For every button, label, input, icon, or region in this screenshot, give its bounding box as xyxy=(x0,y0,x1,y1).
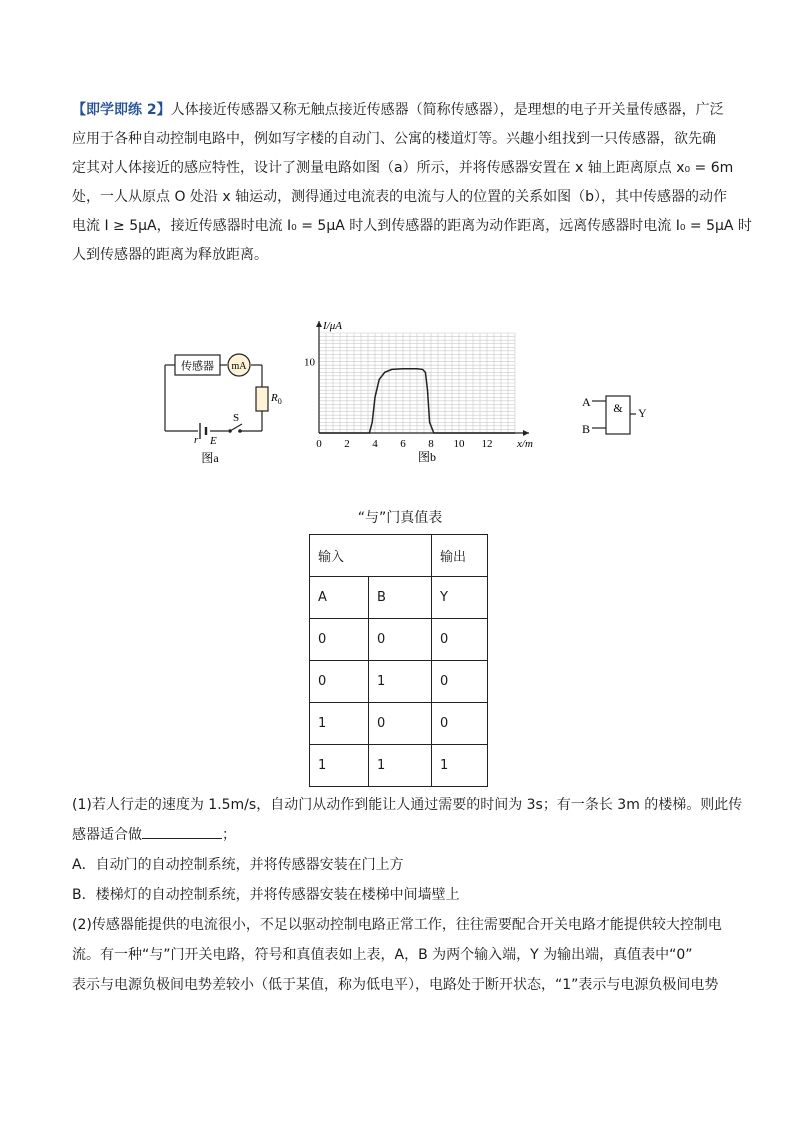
exercise-tag: 【即学即练 2】 xyxy=(72,102,171,118)
internal-resistance-label: r xyxy=(194,434,199,446)
chart-grid xyxy=(319,333,515,433)
truth-table-title: “与”门真值表 xyxy=(357,510,443,526)
col-y: Y xyxy=(432,577,488,619)
x-tick-label: 6 xyxy=(400,438,406,450)
q2-line-1: (2)传感器能提供的电流很小，不足以驱动控制电路正常工作，往往需要配合开关电路才能提供较大控制电 xyxy=(72,917,722,933)
truth-table xyxy=(309,534,488,787)
x-axis-label: x/m xyxy=(517,438,533,450)
x-tick-label: 12 xyxy=(481,438,493,450)
cell: 1 xyxy=(369,661,432,703)
x-tick-label: 4 xyxy=(372,438,378,450)
cell: 0 xyxy=(369,703,432,745)
q2-line-3: 表示与电源负极间电势差较小（低于某值，称为低电平），电路处于断开状态，“1”表示与电源负极间电势 xyxy=(72,977,719,993)
cell: 0 xyxy=(432,661,488,703)
q1-line-1: (1)若人行走的速度为 1.5m/s，自动门从动作到能让人通过需要的时间为 3s；有一条长 3m 的楼梯。则此传 xyxy=(72,797,743,813)
table-row xyxy=(310,745,488,787)
battery xyxy=(200,423,206,439)
switch-s xyxy=(228,424,242,433)
sensor-label: 传感器 xyxy=(181,360,214,373)
gate-output-y: Y xyxy=(638,406,647,420)
q2-line-2: 流。有一种“与”门开关电路，符号和真值表如上表，A，B 为两个输入端，Y 为输出端，真值表中“0” xyxy=(72,947,693,963)
x-tick-label: 2 xyxy=(344,438,350,450)
x-tick-label: 0 xyxy=(316,438,322,450)
col-b: B xyxy=(369,577,432,619)
option-b[interactable]: B．楼梯灯的自动控制系统，并将传感器安装在楼梯中间墙壁上 xyxy=(72,887,460,903)
gate-input-b: B xyxy=(582,422,591,436)
table-col-row xyxy=(310,577,488,619)
cell: 0 xyxy=(310,619,369,661)
cell: 0 xyxy=(432,619,488,661)
cell: 1 xyxy=(369,745,432,787)
x-axis-arrow xyxy=(523,430,529,436)
and-gate xyxy=(578,388,638,438)
intro-line-5: 电流 I ≥ 5μA，接近传感器时电流 I₀ = 5μA 时人到传感器的距离为动作距离，远离传感器时电流 I₀ = 5μA 时 xyxy=(72,218,752,234)
intro-line-4: 处，一人从原点 O 处沿 x 轴运动，测得通过电流表的电流与人的位置的关系如图（b），其中传感器的动作 xyxy=(72,189,727,205)
cell: 0 xyxy=(432,703,488,745)
header-output: 输出 xyxy=(432,535,488,577)
intro-line-1: 【即学即练 2】人体接近传感器又称无触点接近传感器（简称传感器），是理想的电子开关量传感器，广泛 xyxy=(72,102,724,118)
figure-b-graph xyxy=(297,305,557,465)
cell: 1 xyxy=(310,703,369,745)
intro-line-2: 应用于各种自动控制电路中，例如写字楼的自动门、公寓的楼道灯等。兴趣小组找到一只传感器，欲先确 xyxy=(72,131,716,147)
cell: 1 xyxy=(310,745,369,787)
cell: 0 xyxy=(369,619,432,661)
intro-line-3: 定其对人体接近的感应特性，设计了测量电路如图（a）所示，并将传感器安置在 x 轴上距离原点 x₀ = 6m xyxy=(72,160,734,176)
figure-a-circuit xyxy=(160,345,290,465)
gate-input-a: A xyxy=(582,395,591,409)
table-header-row xyxy=(310,535,488,577)
switch-label: S xyxy=(233,412,240,424)
table-row xyxy=(310,661,488,703)
ammeter-label: mA xyxy=(231,361,247,372)
intro-paragraph xyxy=(72,96,752,270)
y-axis-label: I/μA xyxy=(323,320,342,332)
table-row xyxy=(310,703,488,745)
emf-label: E xyxy=(210,435,217,447)
resistor-label: $R_0$ xyxy=(271,392,282,406)
option-a[interactable]: A．自动门的自动控制系统，并将传感器安装在门上方 xyxy=(72,857,404,873)
q1-line-2: 感器适合做 ； xyxy=(72,820,732,850)
x-tick-label: 8 xyxy=(428,438,434,450)
answer-blank[interactable] xyxy=(142,824,222,839)
y-axis-arrow xyxy=(316,321,322,327)
questions xyxy=(72,790,743,1000)
cell: 1 xyxy=(432,745,488,787)
col-a: A xyxy=(310,577,369,619)
resistor-r0 xyxy=(256,387,268,411)
y-tick-label: 10 xyxy=(304,356,315,369)
table-row xyxy=(310,619,488,661)
figure-a-caption: 图a xyxy=(201,451,219,465)
x-tick-label: 10 xyxy=(453,438,465,450)
intro-line-6: 人到传感器的距离为释放距离。 xyxy=(72,247,268,263)
figure-b-caption: 图b xyxy=(417,450,437,464)
and-gate-symbol: & xyxy=(613,401,623,415)
cell: 0 xyxy=(310,661,369,703)
header-input: 输入 xyxy=(310,535,432,577)
